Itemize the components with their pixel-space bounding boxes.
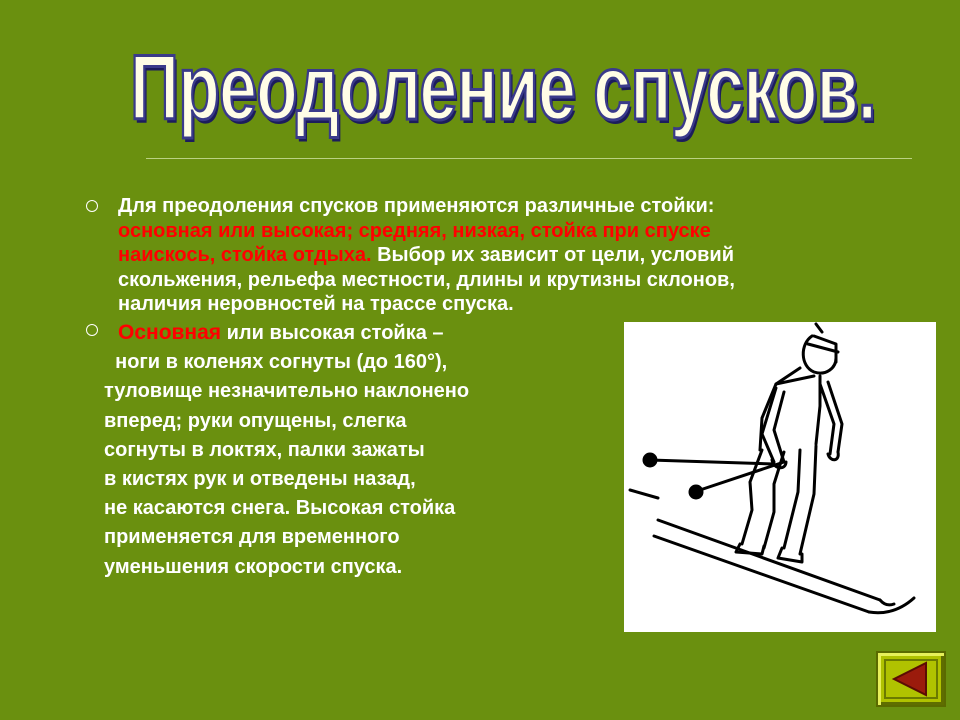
paragraph-line: ноги в коленях согнуты (до 160°),	[104, 351, 448, 374]
paragraph-line: в кистях рук и отведены назад,	[104, 468, 416, 491]
text-run: скольжения, рельефа местности, длины и крутизны склонов,	[118, 268, 735, 291]
text-run: Выбор их зависит от цели, условий	[371, 244, 734, 266]
stance-name-highlight: Основная	[118, 321, 222, 344]
bullet-circle-icon	[86, 200, 98, 212]
title-underline	[146, 158, 912, 159]
bullet-2-paragraph	[104, 318, 604, 582]
paragraph-line: согнуты в локтях, палки зажаты	[104, 438, 425, 461]
back-button[interactable]	[876, 651, 946, 707]
paragraph-line: вперед; руки опущены, слегка	[104, 409, 407, 432]
paragraph-line: туловище незначительно наклонено	[104, 380, 470, 403]
paragraph-line	[118, 243, 878, 268]
skier-illustration	[624, 322, 936, 632]
bullet-circle-icon	[86, 324, 98, 336]
paragraph-line	[118, 219, 878, 244]
paragraph-line	[118, 292, 878, 317]
text-run: наличия неровностей на трассе спуска.	[118, 293, 514, 315]
skier-high-stance-icon	[624, 322, 936, 632]
paragraph-line	[104, 318, 604, 348]
slide-title: Преодоление спусков.	[130, 37, 876, 139]
paragraph-line: применяется для временного	[104, 526, 400, 549]
paragraph-line	[118, 194, 878, 219]
text-run: Для преодоления спусков применяются различные стойки:	[118, 195, 715, 217]
paragraph-line: уменьшения скорости спуска.	[104, 555, 403, 578]
back-arrow-icon	[878, 653, 944, 705]
stance-list-text: основная или высокая; средняя, низкая, стойка при спуске	[118, 219, 711, 242]
bullet-1-paragraph	[118, 194, 878, 317]
paragraph-line: не касаются снега. Высокая стойка	[104, 497, 456, 520]
stance-list-text: наискось, стойка отдыха.	[118, 244, 372, 266]
text-run: или высокая стойка –	[221, 322, 444, 344]
paragraph-line	[118, 268, 878, 293]
